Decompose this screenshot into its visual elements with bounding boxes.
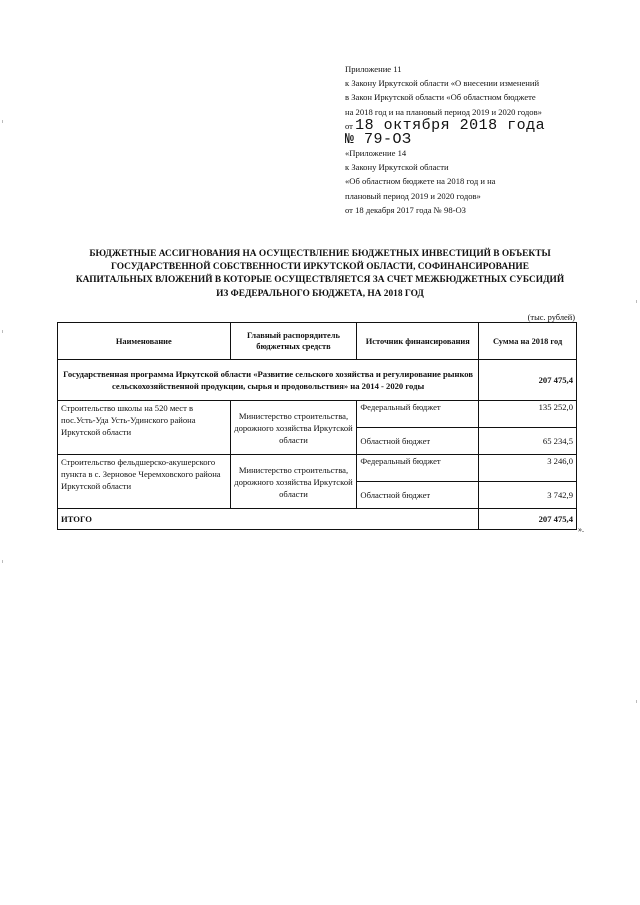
scan-mark [2, 560, 3, 563]
header-line: Приложение 11 [345, 64, 402, 74]
header-line: от 18 декабря 2017 года № 98-ОЗ [345, 204, 466, 215]
table-row [58, 401, 577, 428]
table-header-row [58, 323, 577, 360]
budget-table [57, 322, 577, 530]
header-line: плановый период 2019 и 2020 годов» [345, 190, 481, 201]
number-stamp: № 79-ОЗ [345, 131, 412, 149]
header-line: на 2018 год и на плановый период 2019 и 2020 годов» [345, 106, 542, 117]
appendix-header [345, 62, 545, 217]
scan-mark [636, 300, 637, 303]
title-line: КАПИТАЛЬНЫХ ВЛОЖЕНИЙ В КОТОРЫЕ ОСУЩЕСТВЛЯЕТСЯ ЗА СЧЕТ МЕЖБЮДЖЕТНЫХ СУБСИДИЙ [75, 275, 565, 286]
total-row [58, 509, 577, 530]
sum-cell: 135 252,0 [479, 401, 577, 428]
program-row [58, 360, 577, 401]
object-name: Строительство фельдшерско-акушерского пункта в с. Зерновое Черемховского района Иркутской области [58, 455, 231, 509]
date-prefix: от [345, 120, 353, 131]
col-header-name: Наименование [58, 323, 231, 360]
object-admin: Министерство строительства, дорожного хозяйства Иркутской области [230, 455, 357, 509]
date-stamp: 18 октября 2018 года [355, 116, 546, 134]
header-line: к Закону Иркутской области [345, 162, 449, 173]
object-name: Строительство школы на 520 мест в пос.Усть-Уда Усть-Удинского района Иркутской области [58, 401, 231, 455]
scan-mark [636, 700, 637, 703]
header-line: к Закону Иркутской области «О внесении изменений [345, 78, 540, 89]
source-cell: Федеральный бюджет [357, 455, 479, 482]
col-header-sum: Сумма на 2018 год [479, 323, 577, 360]
sum-cell: 3 742,9 [479, 482, 577, 509]
title-line: БЮДЖЕТНЫЕ АССИГНОВАНИЯ НА ОСУЩЕСТВЛЕНИЕ БЮДЖЕТНЫХ ИНВЕСТИЦИЙ В ОБЪЕКТЫ [89, 249, 551, 259]
source-cell: Областной бюджет [357, 482, 479, 509]
program-name: Государственная программа Иркутской области «Развитие сельского хозяйства и регулирование рынков сельскохозяйственной продукции, сырья и продовольствия» на 2014 - 2020 годы [58, 360, 479, 401]
total-label: ИТОГО [58, 509, 479, 530]
scan-mark [2, 120, 3, 123]
total-sum: 207 475,4 [479, 509, 577, 530]
closing-quote-mark: ». [578, 525, 584, 534]
sum-cell: 3 246,0 [479, 455, 577, 482]
table-row [58, 455, 577, 482]
sum-cell: 65 234,5 [479, 428, 577, 455]
title-line: ГОСУДАРСТВЕННОЙ СОБСТВЕННОСТИ ИРКУТСКОЙ ОБЛАСТИ, СОФИНАНСИРОВАНИЕ [111, 262, 529, 273]
source-cell: Областной бюджет [357, 428, 479, 455]
title-line: ИЗ ФЕДЕРАЛЬНОГО БЮДЖЕТА, НА 2018 ГОД [216, 288, 424, 299]
source-cell: Федеральный бюджет [357, 401, 479, 428]
col-header-source: Источник финансирования [357, 323, 479, 360]
program-sum: 207 475,4 [479, 360, 577, 401]
col-header-admin: Главный распорядитель бюджетных средств [230, 323, 357, 360]
document-title [40, 248, 600, 301]
header-line: «Приложение 14 [345, 148, 407, 159]
scan-mark [2, 330, 3, 333]
header-line: в Закон Иркутской области «Об областном бюджете [345, 92, 536, 103]
object-admin: Министерство строительства, дорожного хозяйства Иркутской области [230, 401, 357, 455]
units-label: (тыс. рублей) [527, 313, 575, 322]
header-line: «Об областном бюджете на 2018 год и на [345, 176, 496, 187]
